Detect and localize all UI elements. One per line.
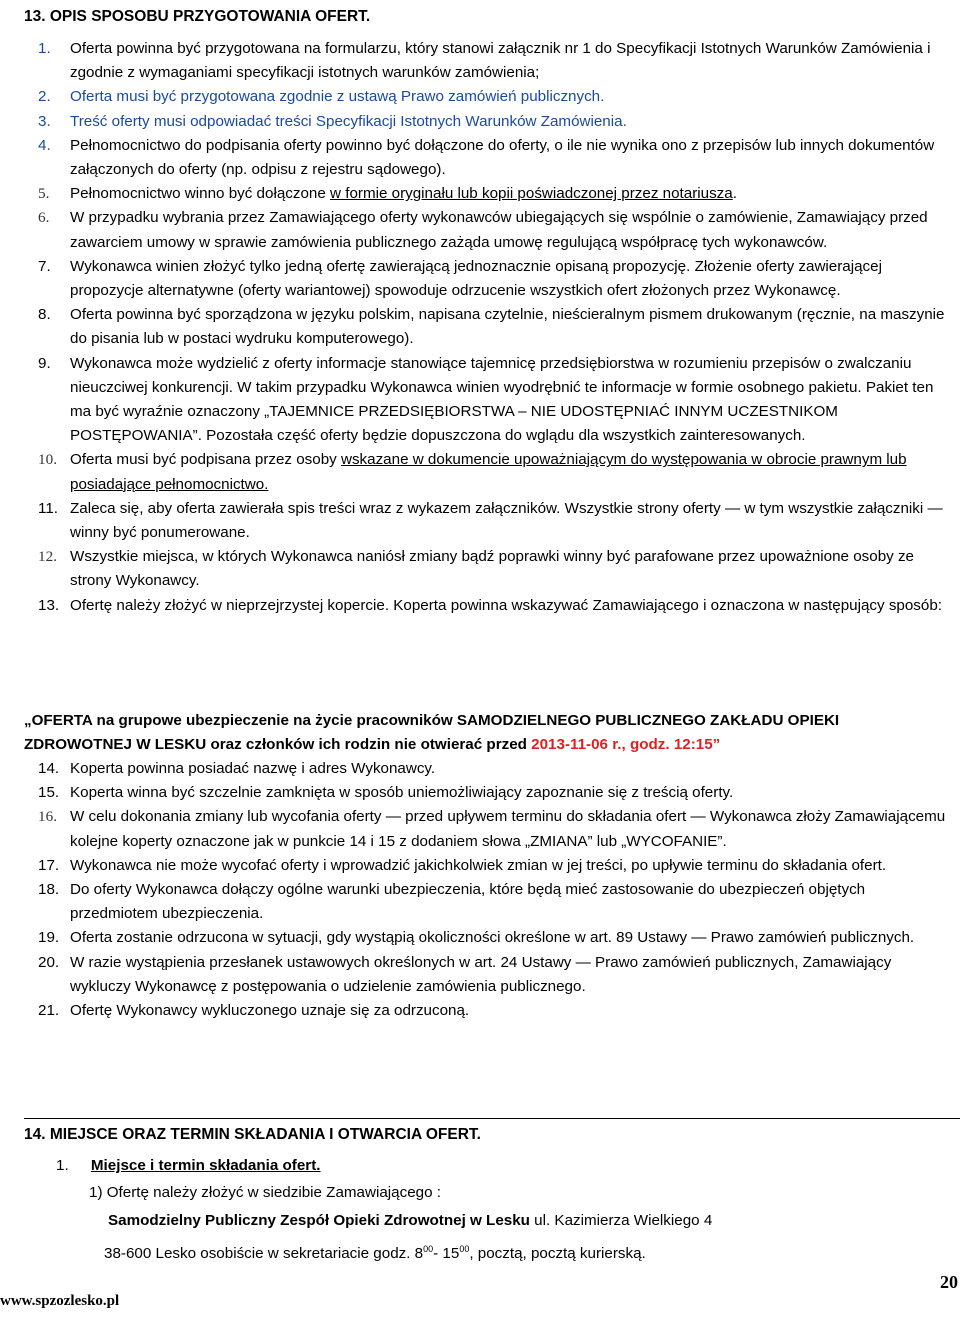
section-14-title: 14. MIEJSCE ORAZ TERMIN SKŁADANIA I OTWARCIA OFERT. [24,1126,481,1143]
item-text: Oferta powinna być sporządzona w języku polskim, napisana czytelnie, nieścieralnym pismem drukowanym (ręcznie, na maszynie do pisania lub w postaci wydruku komputerowego). [70,306,945,348]
item-text: W razie wystąpienia przesłanek ustawowych określonych w art. 24 Ustawy — Prawo zamówień publicznych, Zamawiający wykluczy Wykonawcę z postępowania o udzielenie zamówienia publicznego. [70,953,892,995]
item-number: 4. [38,136,51,154]
list-item [24,757,948,781]
sub-point-1: 1) Ofertę należy złożyć w siedzibie Zamawiającego : [89,1184,441,1201]
item-number: 8. [38,306,51,324]
item-number: 9. [38,354,51,372]
list-item [24,134,948,182]
item-text: Zaleca się, aby oferta zawierała spis treści wraz z wykazem załączników. Wszystkie strony oferty — w tym wszystkie załączniki — winny być ponumerowane. [70,499,943,542]
item-number: 2. [38,88,51,106]
list-item [24,781,948,805]
item-text: Koperta powinna posiadać nazwę i adres Wykonawcy. [70,760,436,777]
item-text-end: . [732,185,737,203]
item-text: Pełnomocnictwo winno być dołączone [70,185,331,203]
section-13-title: 13. OPIS SPOSOBU PRZYGOTOWANIA OFERT. [24,8,371,25]
item-number: 18. [38,881,60,899]
item-text: Oferta musi być przygotowana zgodnie z ustawą Prawo zamówień publicznych. [70,88,605,106]
delivery-text: 38-600 Lesko osobiście w sekretariacie godz. 8 [104,1245,424,1262]
list-item [24,497,948,545]
section-13-list [24,37,948,618]
item-number: 7. [38,257,51,275]
list-item [24,303,948,351]
item-text: Ofertę należy złożyć w nieprzejrzystej kopercie. Koperta powinna wskazywać Zamawiającego i oznaczona w następujący sposób: [70,596,943,614]
item-text: Do oferty Wykonawca dołączy ogólne warunki ubezpieczenia, które będą mieć zastosowanie do ubezpieczeń objętych przedmiotem ubezpieczenia. [70,881,866,923]
item-number: 16. [38,808,57,826]
item-number: 17. [38,856,60,874]
page-number: 20 [940,1272,958,1292]
list-item [24,182,948,206]
point-1 [56,1155,321,1177]
delivery-text-3: , pocztą, pocztą kurierską. [469,1245,646,1262]
item-text-underlined: w formie oryginału lub kopii poświadczonej przez notariusza [330,185,733,203]
hour-superscript: 00 [459,1244,470,1254]
delivery-line [104,1238,646,1265]
section-13-list-continued [24,757,948,1023]
organization-address: ul. Kazimierza Wielkiego 4 [529,1212,713,1229]
list-item [24,352,948,449]
item-text: Oferta powinna być przygotowana na formularzu, który stanowi załącznik nr 1 do Specyfikacji Istotnych Warunków Zamówienia i zgodnie z wymaganiami specyfikacji istotnych warunków zamówienia; [70,40,931,82]
list-item [24,37,948,85]
footer-url[interactable]: www.spzozlesko.pl [0,1293,120,1309]
list-item [24,878,948,926]
item-number: 13. [38,596,60,614]
list-item [24,448,948,496]
item-text: Treść oferty musi odpowiadać treści Specyfikacji Istotnych Warunków Zamówienia. [70,112,627,130]
item-text: W przypadku wybrania przez Zamawiającego oferty wykonawców ubiegających się wspólnie o zamówienie, Zamawiający przed zawarciem umowy w sprawie zamówienia publicznego zażąda umowę regulującą współpracę tych wykonawców. [70,209,928,251]
point-1-title: Miejsce i termin składania ofert. [90,1157,321,1174]
list-item [24,999,948,1023]
hour-superscript: 00 [423,1244,434,1254]
item-text-underlined: wskazane w dokumencie upoważniającym do występowania w obrocie prawnym lub posiadające pełnomocnictwo. [70,451,907,493]
item-number: 3. [38,112,51,130]
list-item [24,255,948,303]
opening-deadline: 2013-11-06 r., godz. 12:15” [531,736,721,754]
list-item [24,805,948,853]
item-number: 15. [38,784,60,802]
item-number: 5. [38,185,50,203]
list-item [24,206,948,254]
envelope-marking [24,709,948,757]
point-1-number: 1. [56,1157,69,1174]
item-text: Ofertę Wykonawcy wykluczonego uznaje się za odrzuconą. [70,1002,470,1020]
item-text: Wykonawca winien złożyć tylko jedną ofertę zawierającą jednoznacznie opisaną propozycję. Złożenie oferty zawierającej propozycje alternatywne (oferty wariantowej) spowoduje odrzucenie wszystkich ofert złożonych przez Wykonawcę. [70,257,882,300]
item-number: 1. [38,40,51,57]
item-number: 20. [38,953,60,971]
item-text: Oferta zostanie odrzucona w sytuacji, gdy wystąpią okoliczności określone w art. 89 Ustawy — Prawo zamówień publicznych. [70,929,915,947]
list-item [24,854,948,878]
list-item [24,545,948,593]
item-number: 6. [38,209,50,227]
item-text: Pełnomocnictwo do podpisania oferty powinno być dołączone do oferty, o ile nie wynika ono z przepisów lub innych dokumentów załączonych do oferty (np. odpisu z rejestru sądowego). [70,136,935,179]
item-number: 19. [38,929,60,947]
organization-name: Samodzielny Publiczny Zespół Opieki Zdrowotnej w Lesku [108,1212,530,1229]
item-number: 10. [38,451,57,469]
list-item [24,951,948,999]
list-item [24,594,948,618]
item-number: 21. [38,1002,60,1020]
item-number: 11. [38,499,58,517]
envelope-text: „OFERTA na grupowe ubezpieczenie na życie pracowników SAMODZIELNEGO PUBLICZNEGO ZAKŁADU OPIEKI ZDROWOTNEJ W LESKU oraz członków ich rodzin nie otwierać przed [24,712,840,754]
item-text: Oferta musi być podpisana przez osoby [70,451,341,469]
item-number: 14. [38,760,60,777]
delivery-text-2: - 15 [433,1245,460,1262]
item-text: Wszystkie miejsca, w których Wykonawca naniósł zmiany bądź poprawki winny być parafowane przez upoważnione osoby ze strony Wykonawcy. [70,548,914,590]
organization-line [108,1210,712,1232]
item-text: Wykonawca może wydzielić z oferty informacje stanowiące tajemnicę przedsiębiorstwa w rozumieniu przepisów o zwalczaniu nieuczciwej konkurencji. W takim przypadku Wykonawca winien wyodrębnić te informacje w formie osobnego pakietu. Pakiet ten ma być wyraźnie oznaczony „TAJEMNICE PRZEDSIĘBIORSTWA – NIE UDOSTĘPNIAĆ INNYM UCZESTNIKOM POSTĘPOWANIA”. Pozostała część oferty będzie dopuszczona do wglądu dla wszystkich zainteresowanych. [70,354,934,445]
item-text: W celu dokonania zmiany lub wycofania oferty — przed upływem terminu do składania ofert — Wykonawca złoży Zamawiającemu kolejne koperty oznaczone jak w punkcie 14 i 15 z dodaniem słowa „ZMIANA” lub „WYCOFANIE”. [70,808,946,850]
list-item [24,110,948,134]
item-text: Wykonawca nie może wycofać oferty i wprowadzić jakichkolwiek zmian w jej treści, po upływie terminu do składania ofert. [70,856,887,874]
item-text: Koperta winna być szczelnie zamknięta w sposób uniemożliwiający zapoznanie się z treścią oferty. [70,784,734,802]
list-item [24,926,948,950]
section-divider [24,1118,960,1119]
item-number: 12. [38,548,57,566]
list-item [24,85,948,109]
